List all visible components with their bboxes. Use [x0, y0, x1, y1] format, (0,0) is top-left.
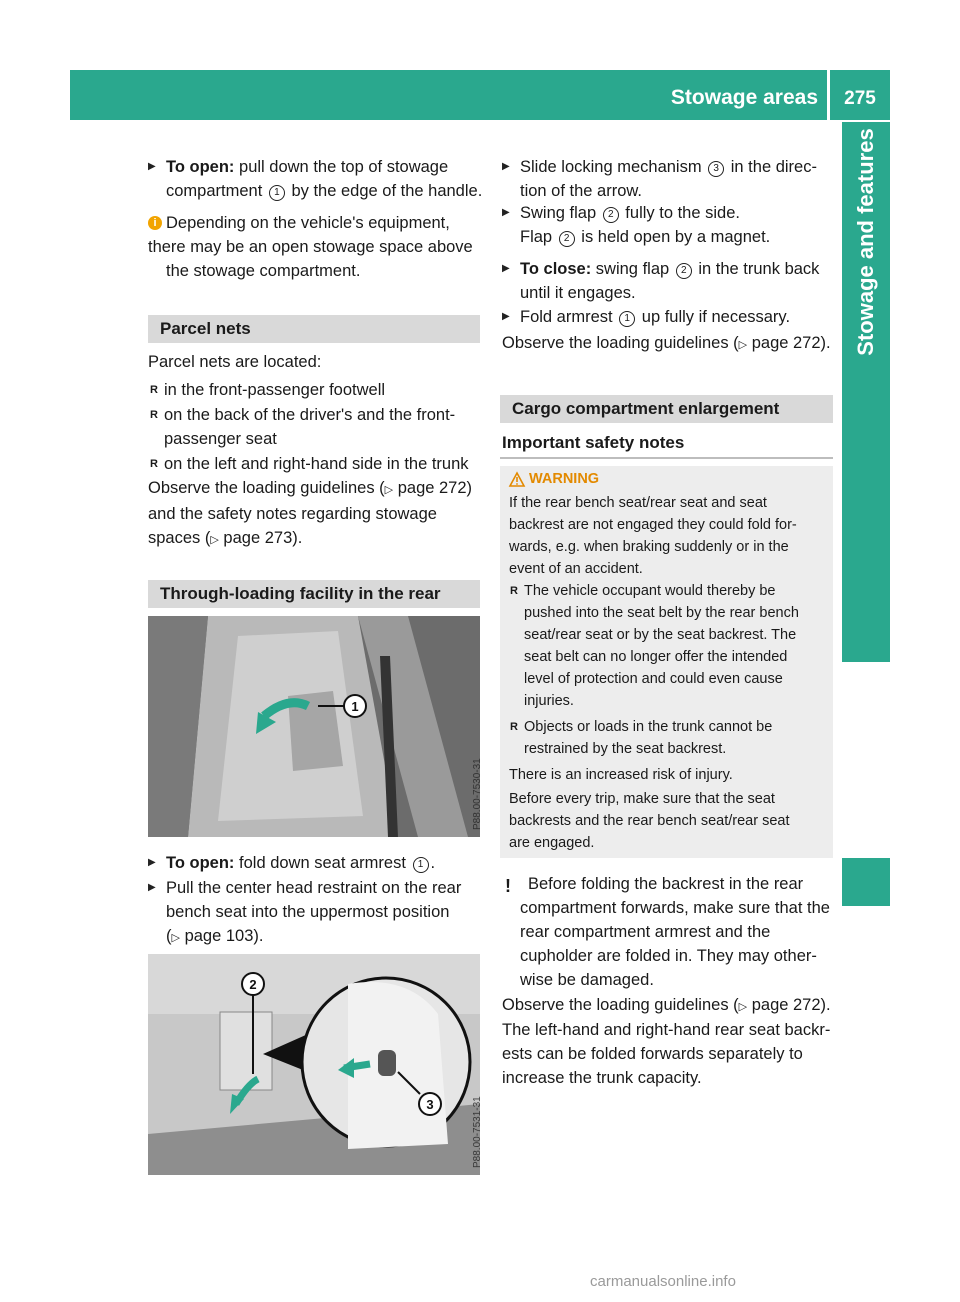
- image-code: P88.00-7531-31: [472, 1096, 483, 1168]
- photo-callout-3: 3: [426, 1097, 434, 1112]
- header-bar: [70, 70, 890, 120]
- list-item: R The vehicle occupant would thereby be pushed into the seat belt by the rear bench seat/rear seat or by the seat backrest. The seat belt can no longer offer the intended level of protection and could even cause injuries.: [510, 580, 844, 712]
- photo-callout-1: 1: [351, 699, 359, 714]
- photo-callout-2: 2: [249, 977, 257, 992]
- heading-through-loading: Through-loading facility in the rear: [148, 580, 480, 608]
- callout-3: 3: [708, 161, 724, 177]
- callout-2: 2: [559, 231, 575, 247]
- page-number: 275: [844, 88, 876, 109]
- parcel-observe: Observe the loading guidelines (▷ page 272) and the safety notes regarding stowage spaces (▷ page 273).: [148, 479, 473, 547]
- callout-1: 1: [269, 185, 285, 201]
- section-title: Stowage areas: [670, 86, 818, 109]
- chapter-tab-label: Stowage and features: [853, 128, 878, 356]
- notice-icon: !: [505, 876, 511, 896]
- list-item: R on the back of the driver's and the front- passenger seat: [150, 403, 455, 451]
- callout-1: 1: [413, 857, 429, 873]
- divider: [500, 457, 833, 459]
- header-divider: [827, 70, 830, 120]
- heading-safety-notes: Important safety notes: [502, 433, 685, 452]
- callout-1: 1: [619, 311, 635, 327]
- notice-text: compartment forwards, make sure that the rear compartment armrest and the cupholder are folded in. They may other- wise be damaged.: [520, 899, 830, 989]
- list-item: R in the front-passenger footwell: [150, 378, 385, 402]
- final-paragraph: The left-hand and right-hand rear seat backr- ests can be folded forwards separately to increase the trunk capacity.: [502, 1021, 831, 1087]
- observe-guidelines-2: Observe the loading guidelines (▷ page 272).: [502, 996, 831, 1014]
- step-slide-locking: ▶ Slide locking mechanism 3 in the direc- tion of the arrow.: [502, 155, 855, 203]
- step-pull-head-restraint: ▶ Pull the center head restraint on the rear bench seat into the uppermost position (▷ page 103).: [148, 876, 501, 950]
- step-to-close: ▶ To close: swing flap 2 in the trunk back until it engages.: [502, 257, 855, 305]
- footer-watermark: carmanualsonline.info: [590, 1273, 736, 1290]
- heading-cargo-enlargement: Cargo compartment enlargement: [500, 395, 833, 423]
- image-code: P88.00-7530-31: [472, 758, 483, 830]
- info-note-cont: there may be an open stowage space above the stowage compartment.: [148, 238, 473, 280]
- photo-trunk-flap: [148, 954, 483, 1175]
- observe-guidelines: Observe the loading guidelines (▷ page 272).: [502, 334, 831, 352]
- warning-risk: There is an increased risk of injury.: [509, 767, 733, 783]
- callout-2: 2: [676, 263, 692, 279]
- info-icon: i: [148, 216, 162, 230]
- photo-rear-seat-armrest: [148, 616, 483, 837]
- step-to-open-armrest: ▶ To open: fold down seat armrest 1 .: [148, 851, 501, 875]
- heading-parcel-nets: Parcel nets: [148, 315, 480, 343]
- chapter-marker: [842, 858, 890, 906]
- step-to-open-stowage: ▶ To open: pull down the top of stowage compartment 1 by the edge of the handle.: [148, 155, 501, 203]
- warning-box: [500, 466, 833, 858]
- info-note: Depending on the vehicle's equipment,: [166, 214, 450, 232]
- step-swing-flap: ▶ Swing flap 2 fully to the side. Flap 2 is held open by a magnet.: [502, 201, 855, 249]
- parcel-intro: Parcel nets are located:: [148, 353, 322, 371]
- step-fold-armrest: ▶ Fold armrest 1 up fully if necessary.: [502, 305, 855, 329]
- warning-icon: [509, 472, 525, 487]
- notice-line1: Before folding the backrest in the rear: [528, 875, 804, 893]
- callout-2: 2: [603, 207, 619, 223]
- warning-advice: Before every trip, make sure that the seat backrests and the rear bench seat/rear seat are engaged.: [509, 791, 790, 851]
- list-item: R Objects or loads in the trunk cannot be restrained by the seat backrest.: [510, 716, 844, 760]
- list-item: R on the left and right-hand side in the trunk: [150, 452, 469, 476]
- warning-title: WARNING: [529, 471, 600, 487]
- warning-intro: If the rear bench seat/rear seat and seat backrest are not engaged they could fold for- wards, e.g. when braking suddenly or in the event of an accident.: [509, 495, 797, 577]
